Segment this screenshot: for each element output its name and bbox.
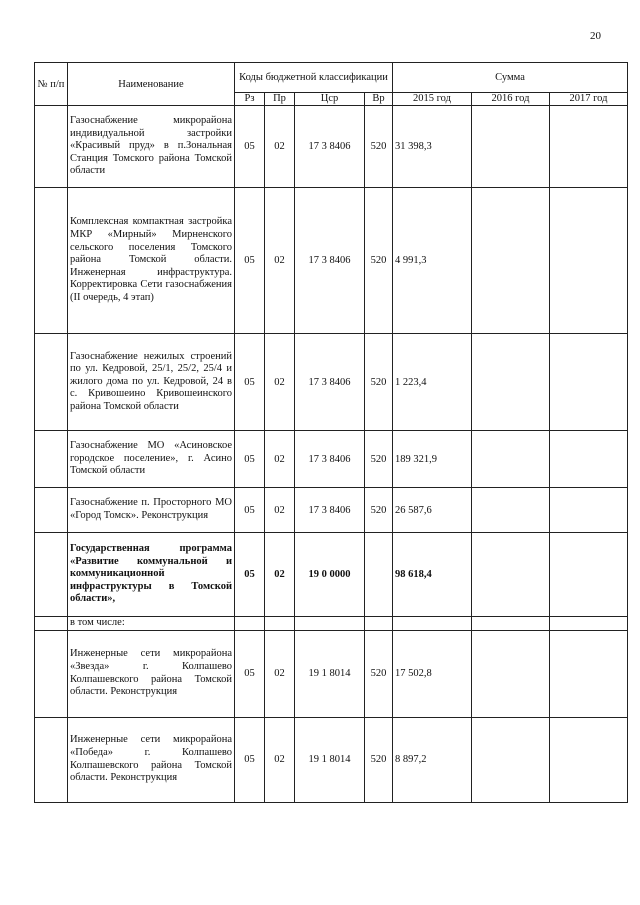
row-2017 xyxy=(550,488,628,533)
row-2017 xyxy=(550,334,628,431)
row-csr xyxy=(295,617,365,631)
row-name: в том числе: xyxy=(68,617,235,631)
row-2017 xyxy=(550,431,628,488)
table-row-including xyxy=(35,617,628,631)
row-name: Инженерные сети микрорайона «Звезда» г. Колпашево Колпашевского района Томской области. Реконструкция xyxy=(68,630,235,717)
table-row xyxy=(35,488,628,533)
header-codes: Коды бюджетной классификации xyxy=(235,63,393,93)
header-sum: Сумма xyxy=(393,63,628,93)
row-2017 xyxy=(550,188,628,334)
row-rz: 05 xyxy=(235,630,265,717)
row-2015: 4 991,3 xyxy=(393,188,472,334)
row-rz: 05 xyxy=(235,717,265,802)
row-name: Газоснабжение микрорайона индивидуальной застройки «Красивый пруд» в п.Зональная Станция Томского района Томской области xyxy=(68,106,235,188)
row-csr: 19 1 8014 xyxy=(295,717,365,802)
row-name: Комплексная компактная застройка МКР «Мирный» Мирненского сельского поселения Томского района Томской области. Инженерная инфраструктура. Корректировка Сети газоснабжения (II очередь, 4 этап) xyxy=(68,188,235,334)
row-2016 xyxy=(472,488,550,533)
row-2015: 8 897,2 xyxy=(393,717,472,802)
row-num-cell xyxy=(35,188,68,334)
row-csr: 17 3 8406 xyxy=(295,334,365,431)
row-2017 xyxy=(550,617,628,631)
header-num: № п/п xyxy=(35,63,68,106)
row-2015 xyxy=(393,617,472,631)
row-2017 xyxy=(550,533,628,617)
row-csr: 17 3 8406 xyxy=(295,488,365,533)
row-rz xyxy=(235,617,265,631)
row-csr: 19 0 0000 xyxy=(295,533,365,617)
row-num-cell xyxy=(35,334,68,431)
row-num-cell xyxy=(35,488,68,533)
row-rz: 05 xyxy=(235,188,265,334)
table-row xyxy=(35,188,628,334)
row-2016 xyxy=(472,630,550,717)
header-rz: Рз xyxy=(235,93,265,106)
row-2016 xyxy=(472,334,550,431)
header-name: Наименование xyxy=(68,63,235,106)
row-rz: 05 xyxy=(235,431,265,488)
row-vr: 520 xyxy=(365,717,393,802)
header-pr: Пр xyxy=(265,93,295,106)
row-vr: 520 xyxy=(365,188,393,334)
row-2016 xyxy=(472,717,550,802)
row-2016 xyxy=(472,533,550,617)
row-2017 xyxy=(550,717,628,802)
row-2015: 189 321,9 xyxy=(393,431,472,488)
row-num-cell xyxy=(35,630,68,717)
header-2016: 2016 год xyxy=(472,93,550,106)
row-name: Газоснабжение МО «Асиновское городское поселение», г. Асино Томской области xyxy=(68,431,235,488)
row-rz: 05 xyxy=(235,488,265,533)
row-2015: 1 223,4 xyxy=(393,334,472,431)
row-num-cell xyxy=(35,717,68,802)
row-2015: 26 587,6 xyxy=(393,488,472,533)
row-vr xyxy=(365,533,393,617)
row-2016 xyxy=(472,617,550,631)
row-csr: 17 3 8406 xyxy=(295,188,365,334)
row-name: Газоснабжение нежилых строений по ул. Кедровой, 25/1, 25/2, 25/4 и жилого дома по ул. Кедровой, 24 в с. Кривошеино Кривошеинского района Томской области xyxy=(68,334,235,431)
row-vr: 520 xyxy=(365,106,393,188)
table-row xyxy=(35,334,628,431)
row-num-cell xyxy=(35,617,68,631)
row-rz: 05 xyxy=(235,334,265,431)
row-pr: 02 xyxy=(265,488,295,533)
row-csr: 19 1 8014 xyxy=(295,630,365,717)
row-rz: 05 xyxy=(235,533,265,617)
row-name: Газоснабжение п. Просторного МО «Город Томск». Реконструкция xyxy=(68,488,235,533)
table-row-program xyxy=(35,533,628,617)
header-2015: 2015 год xyxy=(393,93,472,106)
header-vr: Вр xyxy=(365,93,393,106)
row-pr: 02 xyxy=(265,431,295,488)
row-num-cell xyxy=(35,431,68,488)
row-rz: 05 xyxy=(235,106,265,188)
row-pr: 02 xyxy=(265,533,295,617)
row-name: Государственная программа «Развитие коммунальной и коммуникационной инфраструктуры в Томской области», xyxy=(68,533,235,617)
row-pr: 02 xyxy=(265,188,295,334)
row-pr: 02 xyxy=(265,717,295,802)
table-row xyxy=(35,106,628,188)
table-row xyxy=(35,717,628,802)
row-2015: 17 502,8 xyxy=(393,630,472,717)
budget-table xyxy=(34,62,628,803)
header-row-top xyxy=(35,63,628,93)
row-vr xyxy=(365,617,393,631)
row-vr: 520 xyxy=(365,334,393,431)
header-csr: Цср xyxy=(295,93,365,106)
table-row xyxy=(35,431,628,488)
header-2017: 2017 год xyxy=(550,93,628,106)
row-2016 xyxy=(472,431,550,488)
row-pr xyxy=(265,617,295,631)
row-2017 xyxy=(550,630,628,717)
row-num-cell xyxy=(35,106,68,188)
row-vr: 520 xyxy=(365,488,393,533)
row-2015: 98 618,4 xyxy=(393,533,472,617)
row-2015: 31 398,3 xyxy=(393,106,472,188)
row-2017 xyxy=(550,106,628,188)
row-pr: 02 xyxy=(265,106,295,188)
row-vr: 520 xyxy=(365,630,393,717)
row-pr: 02 xyxy=(265,630,295,717)
table-row xyxy=(35,630,628,717)
page-number: 20 xyxy=(590,30,601,42)
row-name: Инженерные сети микрорайона «Победа» г. Колпашево Колпашевского района Томской области. Реконструкция xyxy=(68,717,235,802)
row-csr: 17 3 8406 xyxy=(295,431,365,488)
row-num-cell xyxy=(35,533,68,617)
row-2016 xyxy=(472,106,550,188)
row-vr: 520 xyxy=(365,431,393,488)
row-csr: 17 3 8406 xyxy=(295,106,365,188)
row-2016 xyxy=(472,188,550,334)
row-pr: 02 xyxy=(265,334,295,431)
